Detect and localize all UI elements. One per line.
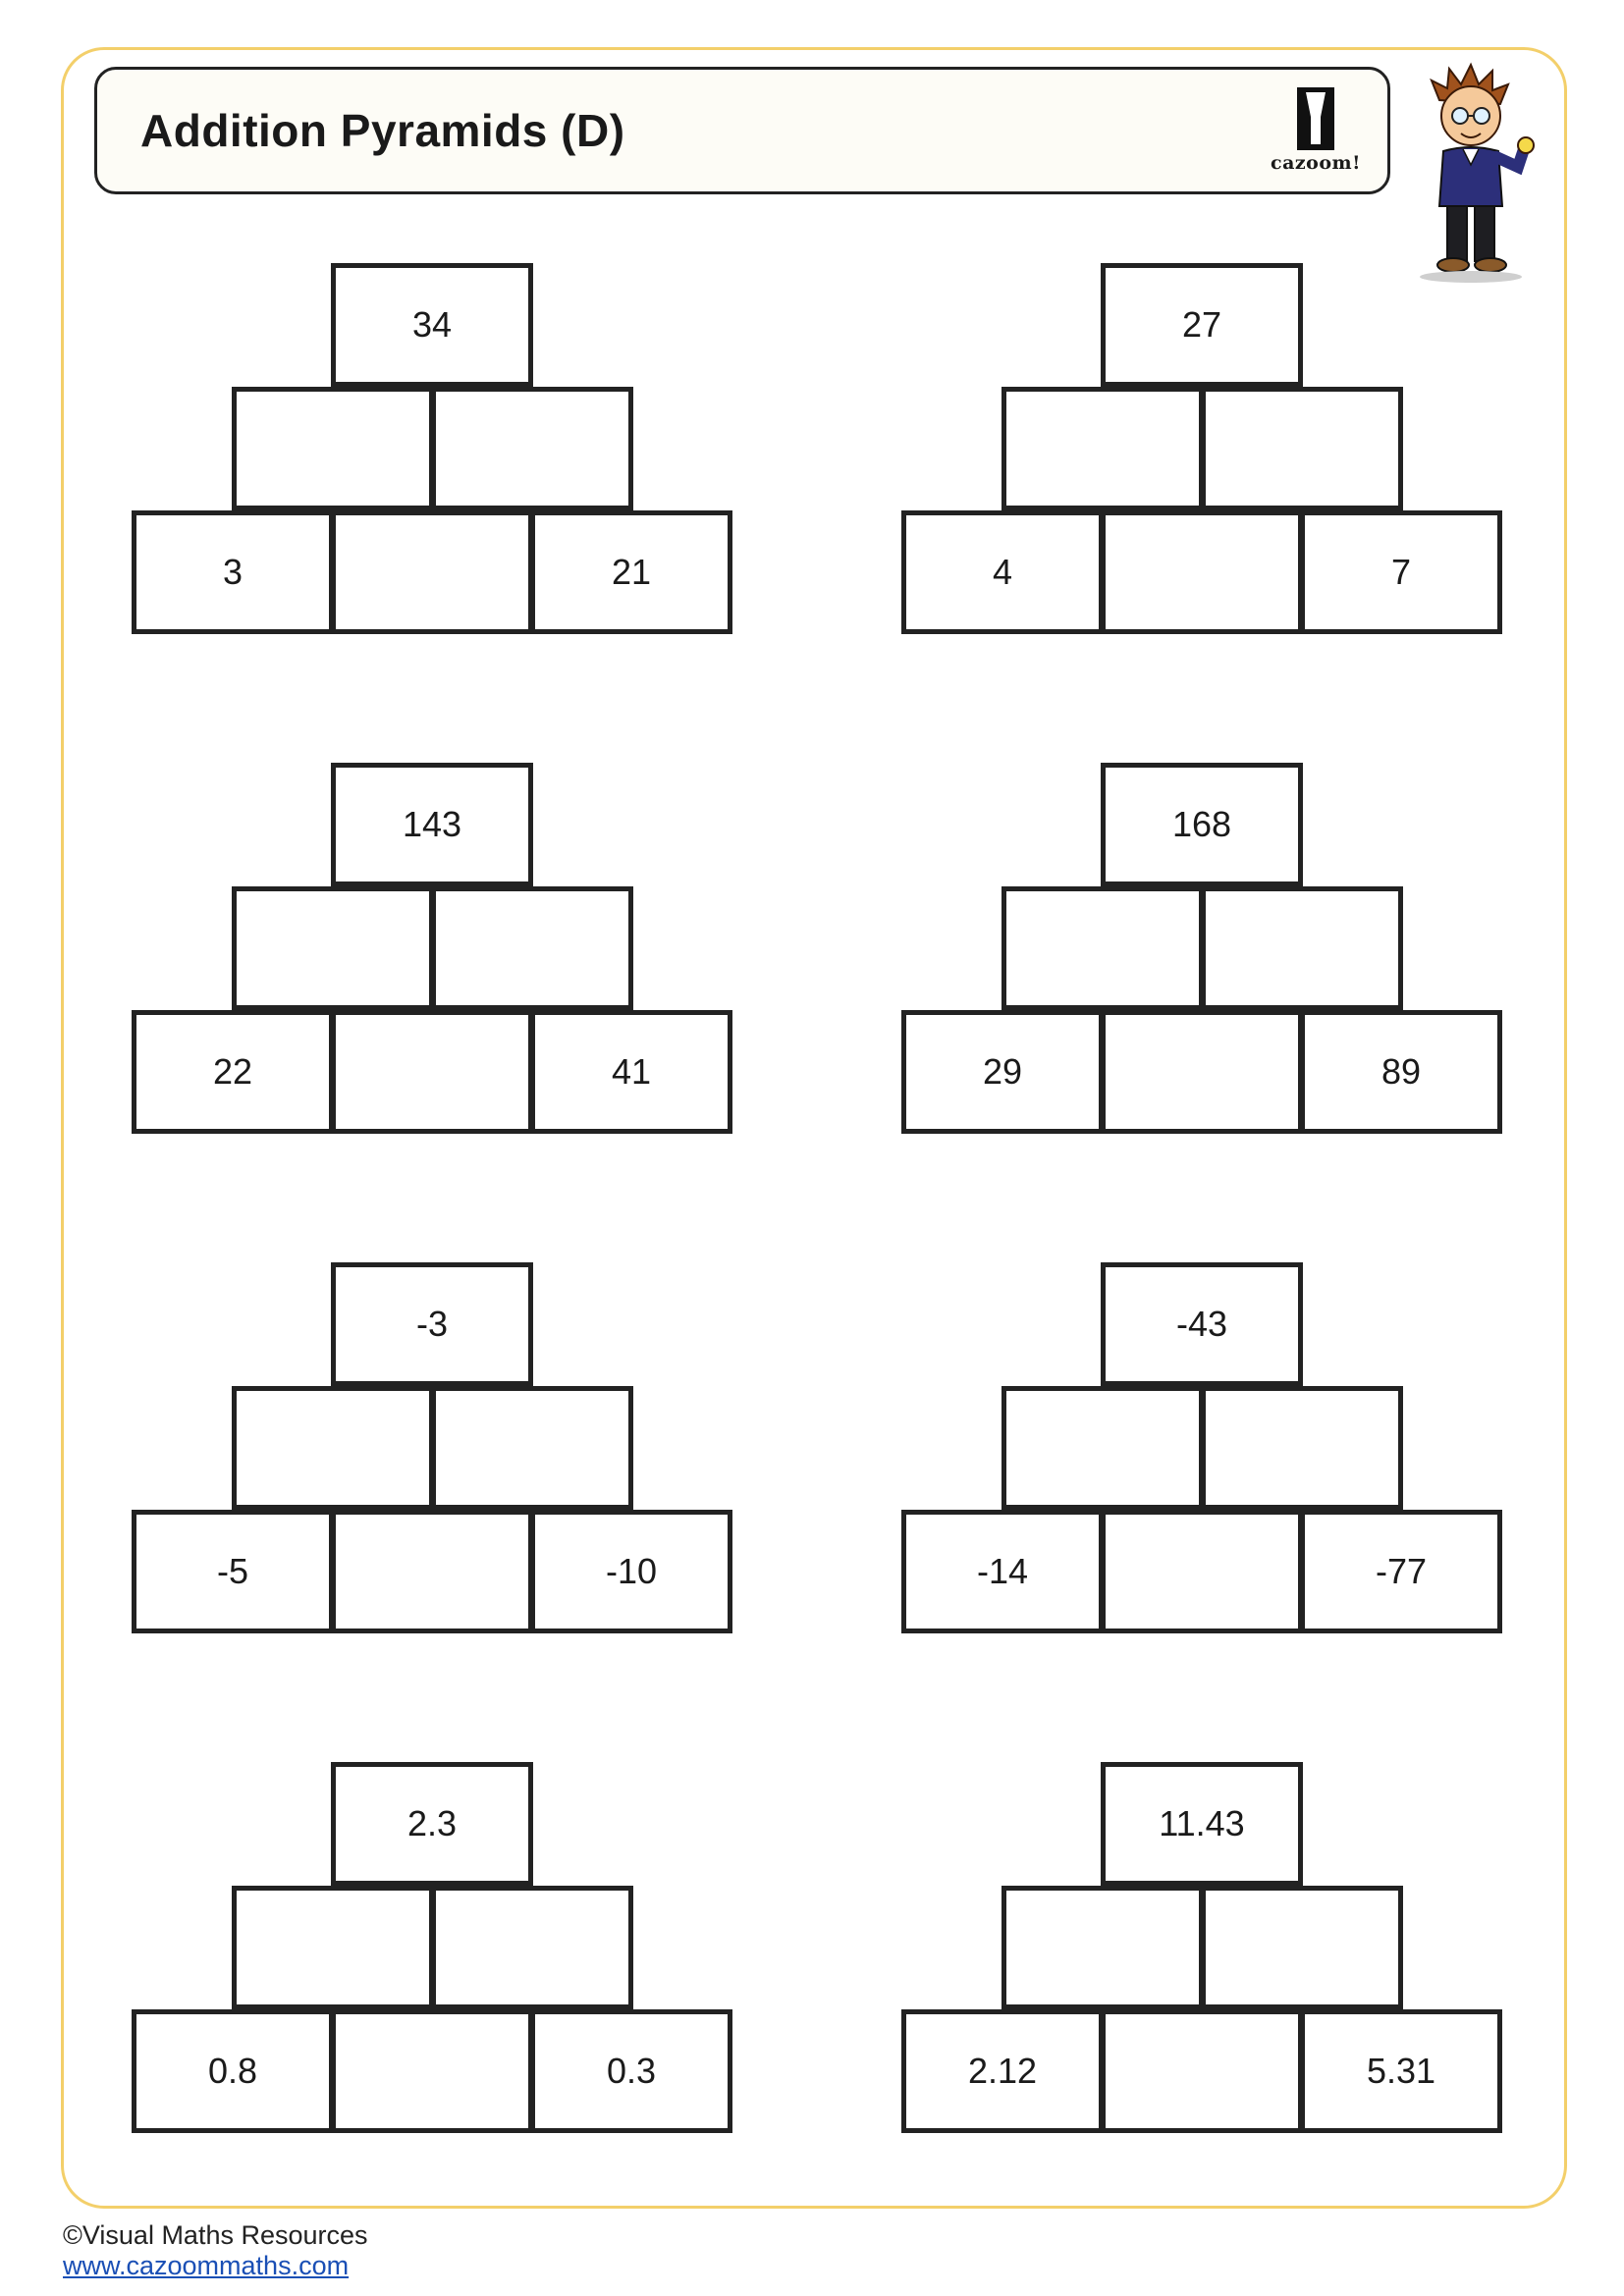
pyramid-number-cell [901,510,1104,634]
pyramid-cell-value: 89 [1380,1051,1422,1092]
pyramid-cell-value: 29 [982,1051,1023,1092]
pyramid-cell-value: 2.3 [406,1803,458,1843]
pyramid-cell-value: 4 [992,552,1013,592]
pyramid-blank-cell[interactable] [331,1510,533,1633]
pyramid-blank-cell[interactable] [1001,387,1204,510]
pyramid-cell-value: 7 [1390,552,1412,592]
pyramid-blank-cell[interactable] [232,1386,434,1510]
pyramid-number-cell [132,2009,334,2133]
pyramid-cell-value: 3 [222,552,244,592]
pyramid-blank-cell[interactable] [1101,1510,1303,1633]
pyramid-blank-cell[interactable] [1101,510,1303,634]
pyramid-blank-cell[interactable] [331,510,533,634]
pyramid-blank-cell[interactable] [1101,2009,1303,2133]
pyramid-cell-value: 27 [1181,304,1222,345]
addition-pyramid-2 [901,263,1508,640]
pyramid-number-cell [331,1762,533,1886]
pyramid-cell-value: 0.8 [207,2051,258,2091]
pyramid-number-cell [1101,1262,1303,1386]
pyramid-cell-value: 21 [611,552,652,592]
pyramid-blank-cell[interactable] [1001,1386,1204,1510]
footer [63,2220,368,2281]
pyramid-blank-cell[interactable] [431,387,633,510]
pyramid-cell-value: 168 [1171,804,1232,844]
pyramid-number-cell [132,1510,334,1633]
pyramid-blank-cell[interactable] [232,886,434,1010]
addition-pyramid-8 [901,1762,1508,2139]
page-title: Addition Pyramids (D) [140,105,625,156]
pyramid-blank-cell[interactable] [431,1386,633,1510]
cazoom-logo [1271,87,1361,178]
pyramid-number-cell [530,2009,732,2133]
pyramid-number-cell [331,763,533,886]
pyramid-blank-cell[interactable] [1001,1886,1204,2009]
pyramid-number-cell [331,263,533,387]
pyramid-number-cell [530,510,732,634]
addition-pyramid-6 [901,1262,1508,1639]
website-link[interactable]: www.cazoommaths.com [63,2251,350,2280]
pyramid-number-cell [132,510,334,634]
cartoon-boy-thumbs-up-icon [1402,59,1540,285]
addition-pyramid-1 [132,263,738,640]
worksheet-header [94,67,1390,194]
pyramid-number-cell [901,2009,1104,2133]
pyramid-blank-cell[interactable] [1101,1010,1303,1134]
pyramid-number-cell [1300,1010,1502,1134]
pyramid-number-cell [901,1510,1104,1633]
pyramid-number-cell [1300,510,1502,634]
pyramid-cell-value: 143 [402,804,462,844]
pyramid-cell-value: -77 [1375,1551,1428,1591]
pyramid-cell-value: -5 [216,1551,248,1591]
pyramid-number-cell [1101,263,1303,387]
pyramid-cell-value: -3 [415,1304,448,1344]
logo-wordmark: cazoom! [1271,152,1361,174]
pyramid-cell-value: -43 [1175,1304,1228,1344]
pyramid-cell-value: 0.3 [606,2051,657,2091]
pyramid-number-cell [530,1010,732,1134]
pyramid-cell-value: 22 [212,1051,253,1092]
pyramid-blank-cell[interactable] [431,886,633,1010]
pyramid-number-cell [331,1262,533,1386]
addition-pyramid-7 [132,1762,738,2139]
pyramid-blank-cell[interactable] [331,2009,533,2133]
pyramid-blank-cell[interactable] [232,1886,434,2009]
pyramid-cell-value: 34 [411,304,453,345]
pyramid-blank-cell[interactable] [1201,1386,1403,1510]
pyramid-cell-value: -10 [605,1551,658,1591]
addition-pyramid-3 [132,763,738,1140]
pyramid-blank-cell[interactable] [431,1886,633,2009]
addition-pyramid-4 [901,763,1508,1140]
pyramid-blank-cell[interactable] [232,387,434,510]
pyramid-cell-value: 41 [611,1051,652,1092]
pyramid-blank-cell[interactable] [1201,1886,1403,2009]
pyramid-number-cell [1300,2009,1502,2133]
pyramid-number-cell [1101,763,1303,886]
pyramid-cell-value: 5.31 [1366,2051,1436,2091]
pyramid-number-cell [1300,1510,1502,1633]
pyramid-cell-value: -14 [976,1551,1029,1591]
pyramid-cell-value: 2.12 [967,2051,1038,2091]
pyramid-blank-cell[interactable] [1001,886,1204,1010]
pyramid-blank-cell[interactable] [1201,886,1403,1010]
pyramid-blank-cell[interactable] [331,1010,533,1134]
addition-pyramid-5 [132,1262,738,1639]
cazoom-logo-icon [1297,87,1334,150]
pyramid-blank-cell[interactable] [1201,387,1403,510]
pyramid-number-cell [530,1510,732,1633]
copyright-text: ©Visual Maths Resources [63,2220,368,2250]
pyramid-cell-value: 11.43 [1159,1803,1245,1843]
pyramid-number-cell [901,1010,1104,1134]
pyramid-number-cell [132,1010,334,1134]
pyramid-number-cell [1101,1762,1303,1886]
